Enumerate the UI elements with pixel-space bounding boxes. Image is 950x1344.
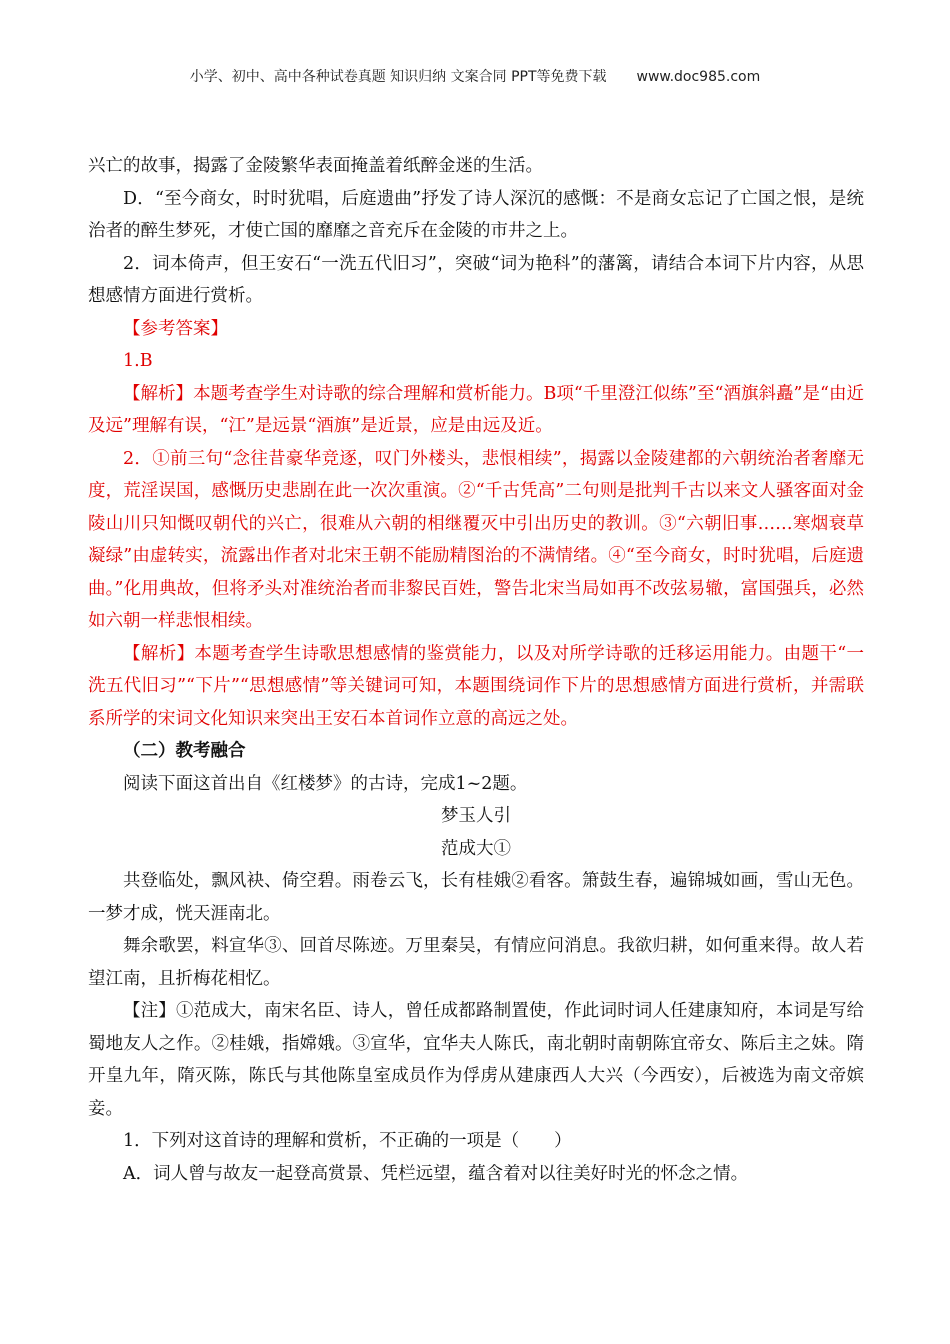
- header-text: 小学、初中、高中各种试卷真题 知识归纳 文案合同 PPT等免费下载: [189, 69, 607, 85]
- poem-stanza-1: 共登临处，飘风袂、倚空碧。雨卷云飞，长有桂娥②看客。箫鼓生春，遍锦城如画，雪山无色。一梦才成，恍天涯南北。: [88, 871, 864, 924]
- poem-body: [88, 865, 864, 1125]
- answer-label: 【参考答案】: [123, 318, 228, 339]
- paragraph-continuation: 兴亡的故事，揭露了金陵繁华表面掩盖着纸醉金迷的生活。: [88, 156, 543, 176]
- option-a: A．词人曾与故友一起登高赏景、凭栏远望，蕴含着对以往美好时光的怀念之情。: [123, 1163, 749, 1184]
- section-title: （二）教考融合: [123, 741, 246, 761]
- question-1: 1．下列对这首诗的理解和赏析，不正确的一项是（ ）: [123, 1131, 572, 1151]
- poem-stanza-2: 舞余歌罢，料宣华③、回首尽陈迹。万里秦吴，有情应问消息。我欲归耕，如何重来得。故人若望江南，且折梅花相忆。: [88, 936, 864, 989]
- question-2: 2．词本倚声，但王安石“一洗五代旧习”，突破“词为艳科”的藩篱，请结合本词下片内容，从思想感情方面进行赏析。: [88, 253, 864, 306]
- reading-intro: 阅读下面这首出自《红楼梦》的古诗，完成1~2题。: [123, 773, 528, 794]
- analysis-2: 【解析】本题考查学生诗歌思想感情的鉴赏能力，以及对所学诗歌的迁移运用能力。由题干“一洗五代旧习”“下片”“思想感情”等关键词可知，本题围绕词作下片的思想感情方面进行赏析，并需联系所学的宋词文化知识来突出王安石本首词作立意的高远之处。: [88, 643, 864, 729]
- document-body: [88, 150, 864, 1190]
- poem-title: 梦玉人引: [441, 806, 511, 826]
- poem-author: 范成大①: [441, 838, 511, 859]
- option-d: D．“至今商女，时时犹唱，后庭遗曲”抒发了诗人深沉的感慨：不是商女忘记了亡国之恨，是统治者的醉生梦死，才使亡国的靡靡之音充斥在金陵的市井之上。: [88, 188, 864, 241]
- page-header: [0, 66, 950, 86]
- header-site[interactable]: www.doc985.com: [636, 69, 761, 85]
- answer-2: 2．①前三句“念往昔豪华竞逐，叹门外楼头，悲恨相续”，揭露以金陵建都的六朝统治者奢靡无度，荒淫误国，感慨历史悲剧在此一次次重演。②“千古凭高”二句则是批判千古以来文人骚客面对金陵山川只知慨叹朝代的兴亡，很难从六朝的相继覆灭中引出历史的教训。③“六朝旧事……寒烟衰草凝绿”由虚转实，流露出作者对北宋王朝不能励精图治的不满情绪。④“至今商女，时时犹唱，后庭遗曲。”化用典故，但将矛头对准统治者而非黎民百姓，警告北宋当局如再不改弦易辙，富国强兵，必然如六朝一样悲恨相续。: [88, 448, 864, 631]
- analysis-1: 【解析】本题考查学生对诗歌的综合理解和赏析能力。B项“千里澄江似练”至“酒旗斜矗”是“由近及远”理解有误，“江”是远景“酒旗”是近景，应是由远及近。: [88, 383, 864, 436]
- poem-note: 【注】①范成大，南宋名臣、诗人，曾任成都路制置使，作此词时词人任建康知府，本词是写给蜀地友人之作。②桂娥，指嫦娥。③宣华，宜华夫人陈氏，南北朝时南朝陈宜帝女、陈后主之妹。隋开皇九年，隋灭陈，陈氏与其他陈皇室成员作为俘虏从建康西人大兴（今西安），后被选为南文帝嫔妾。: [88, 1001, 864, 1119]
- answer-1: 1.B: [123, 351, 153, 371]
